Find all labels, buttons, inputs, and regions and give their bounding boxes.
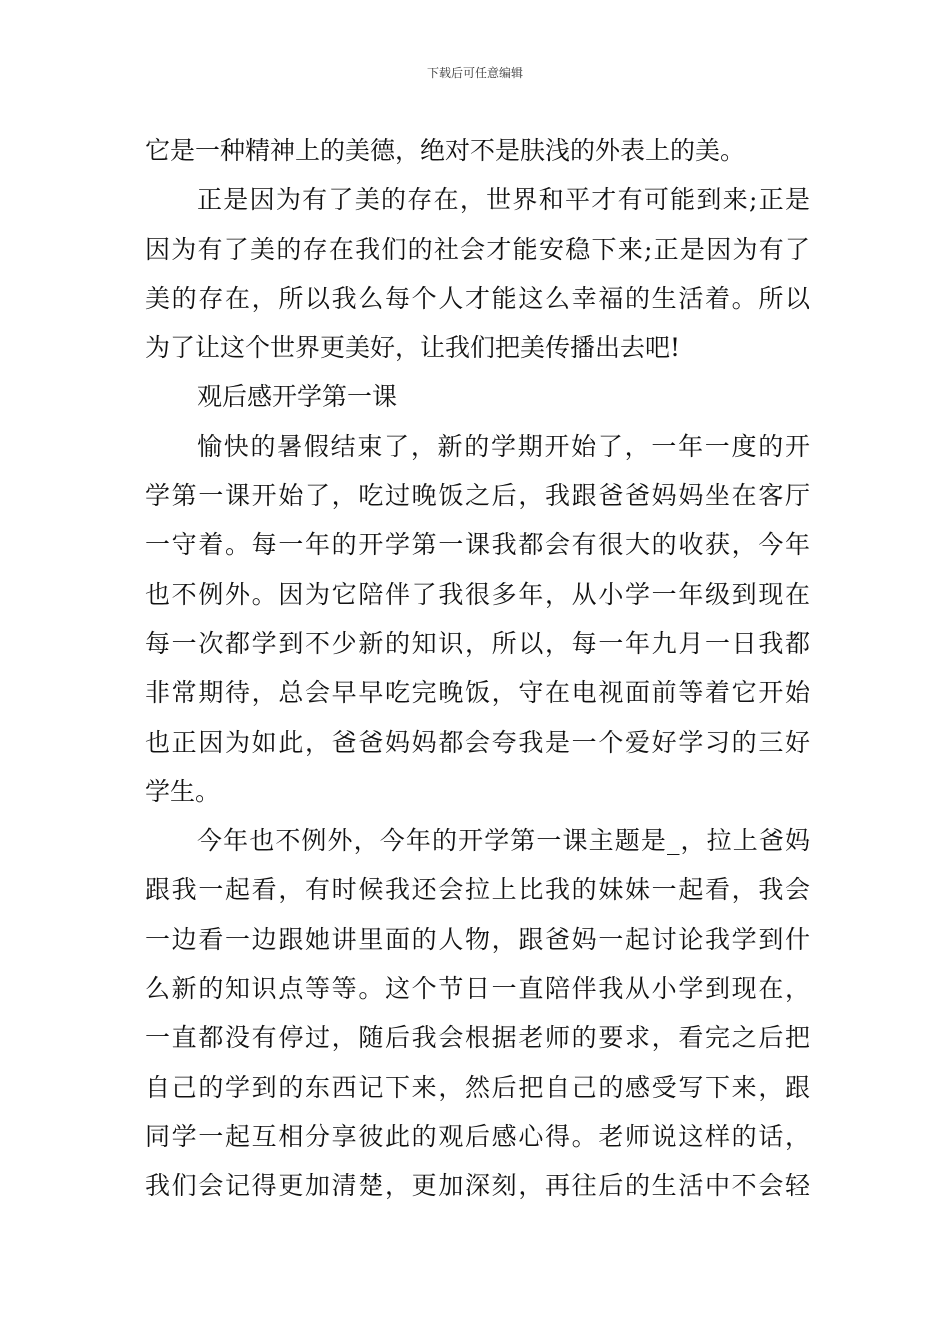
page-header: 下载后可任意编辑: [426, 66, 523, 80]
text-line: 为了让这个世界更美好，让我们把美传播出去吧!: [145, 333, 681, 363]
text-line: 同学一起互相分享彼此的观后感心得。老师说这样的话，: [145, 1121, 810, 1151]
text-line: 一守着。每一年的开学第一课我都会有很大的收获，今年: [145, 530, 810, 560]
text-line: 学生。: [145, 776, 221, 806]
text-line: 一边看一边跟她讲里面的人物，跟爸妈一起讨论我学到什: [145, 924, 810, 954]
text-line: 也不例外。因为它陪伴了我很多年，从小学一年级到现在: [145, 579, 810, 609]
text-line: 么新的知识点等等。这个节日一直陪伴我从小学到现在，: [145, 974, 810, 1004]
text-line: 自己的学到的东西记下来，然后把自己的感受写下来，跟: [145, 1072, 810, 1102]
text-line: 正是因为有了美的存在，世界和平才有可能到来;正是: [197, 185, 810, 215]
text-line: 也正因为如此，爸爸妈妈都会夸我是一个爱好学习的三好: [145, 727, 810, 757]
text-line: 今年也不例外，今年的开学第一课主题是_，拉上爸妈: [197, 826, 810, 856]
text-line: 一直都没有停过，随后我会根据老师的要求，看完之后把: [145, 1023, 810, 1053]
text-line: 愉快的暑假结束了，新的学期开始了，一年一度的开: [197, 431, 810, 461]
text-line: 我们会记得更加清楚，更加深刻，再往后的生活中不会轻: [145, 1171, 810, 1201]
text-line: 因为有了美的存在我们的社会才能安稳下来;正是因为有了: [145, 234, 810, 264]
text-line: 它是一种精神上的美德，绝对不是肤浅的外表上的美。: [145, 136, 746, 165]
text-line: 非常期待，总会早早吃完晚饭，守在电视面前等着它开始: [145, 678, 810, 708]
text-line: 每一次都学到不少新的知识，所以，每一年九月一日我都: [145, 628, 810, 658]
text-line: 学第一课开始了，吃过晚饭之后，我跟爸爸妈妈坐在客厅: [145, 481, 810, 511]
text-line: 美的存在，所以我么每个人才能这么幸福的生活着。所以: [145, 283, 810, 313]
document-body: [145, 126, 810, 1211]
text-line: 跟我一起看，有时候我还会拉上比我的妹妹一起看，我会: [145, 875, 810, 905]
section-heading: 观后感开学第一课: [197, 382, 398, 412]
